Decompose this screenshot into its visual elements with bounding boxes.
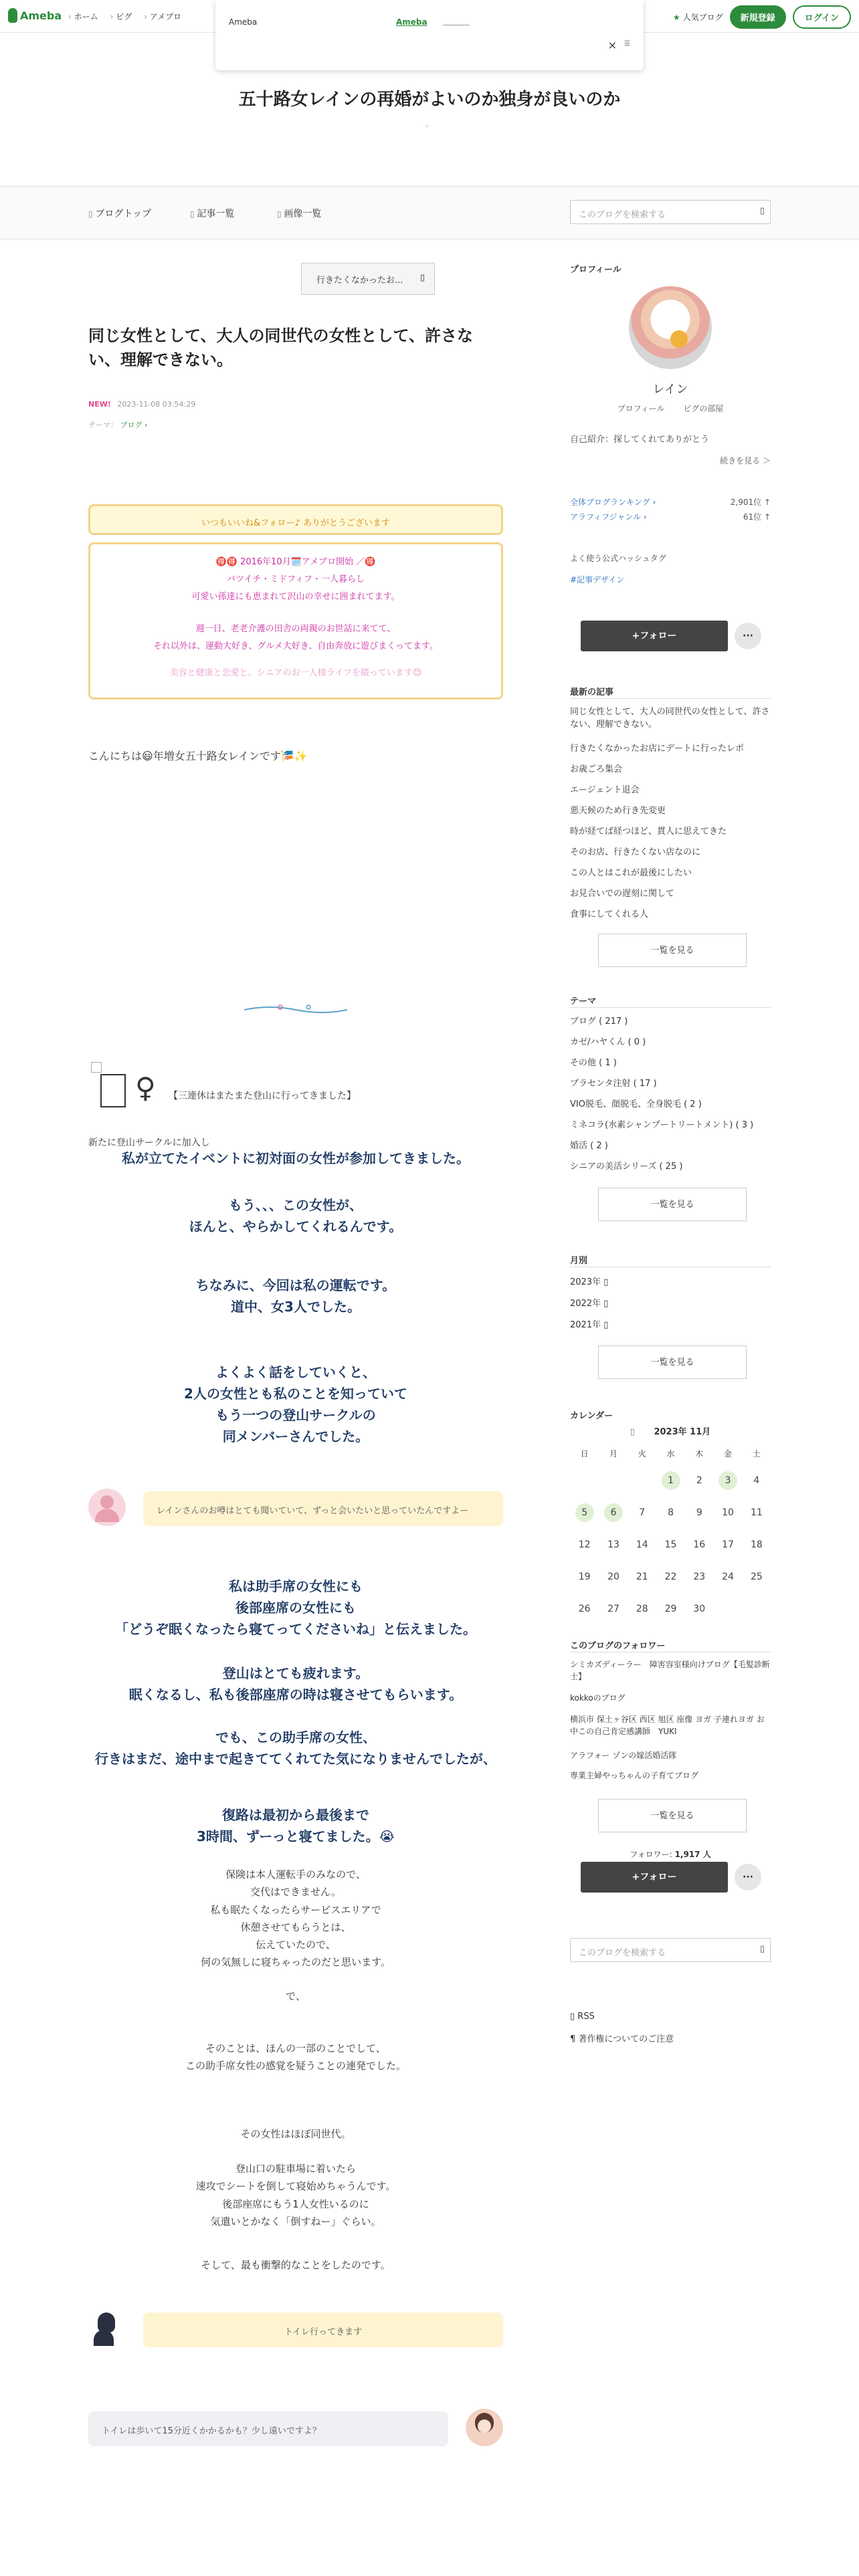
theme-link[interactable]: VIO脱毛、顔脱毛、全身脱毛 ( 2 ): [570, 1099, 702, 1109]
calendar-day[interactable]: [685, 1561, 713, 1593]
chat-bubble-row: [88, 2409, 503, 2449]
article-date: 2023-11-08 03:54:29: [117, 400, 196, 409]
weekday: 日: [580, 1448, 589, 1459]
popup-title: Ameba: [229, 17, 258, 27]
year-link[interactable]: 2021年 ▯: [570, 1320, 609, 1330]
article-meta: [88, 400, 195, 409]
year-label: 2022年: [570, 1299, 601, 1309]
theme-link[interactable]: プラセンタ注射 ( 17 ): [570, 1079, 657, 1089]
intro-line: 新たに登山サークルに加入し: [88, 1138, 210, 1148]
paragraph: で、: [286, 1990, 306, 2002]
search-placeholder: このブログを検索する: [579, 1948, 666, 1958]
follower-link[interactable]: アラフォー ゾンの嫁活婚活隊: [570, 1751, 677, 1760]
notice-line: 美容と健康と恋愛と、シニアのお一人様ライフを綴っています😊: [169, 668, 422, 678]
profile-avatar[interactable]: [629, 286, 712, 369]
calendar-day[interactable]: [685, 1497, 713, 1529]
menu-icon[interactable]: ☰: [624, 40, 630, 47]
calendar-day-number: 1: [662, 1471, 680, 1490]
nav-article-list[interactable]: ▯ 記事一覧: [190, 207, 234, 220]
calendar-day[interactable]: [656, 1465, 685, 1497]
ranking-all-link[interactable]: 全体ブログランキング ›: [570, 498, 656, 507]
calendar-day-number: 17: [722, 1539, 734, 1550]
rss-label: RSS: [577, 2012, 595, 2022]
prev-article-label: 行きたくなかったお...: [316, 276, 403, 286]
popup-link[interactable]: Ameba: [396, 17, 427, 27]
year-label: 2021年: [570, 1320, 601, 1330]
calendar-day[interactable]: [628, 1529, 656, 1561]
ad-popup: [215, 0, 644, 70]
copyright-label: 著作権についてのご注意: [578, 2034, 674, 2044]
recent-article-link[interactable]: そのお店、行きたくない店なのに: [570, 847, 701, 857]
calendar-week: [570, 1465, 771, 1497]
recent-article-link[interactable]: 同じ女性として、大人の同世代の女性として、許さない、理解できない。: [570, 707, 770, 730]
popular-blog-link[interactable]: [673, 11, 723, 23]
calendar-day-number: 16: [693, 1539, 706, 1550]
calendar-day[interactable]: [713, 1497, 742, 1529]
ameba-logo-icon: [8, 8, 17, 23]
calendar-day-number: 23: [693, 1572, 706, 1582]
nav-blog-top[interactable]: ▯ ブログトップ: [88, 207, 151, 220]
ranking-genre-value: 61位 ↑: [743, 512, 771, 522]
notice-line: 可愛い孫達にも恵まれて沢山の幸せに囲まれてます。: [191, 592, 400, 602]
new-badge: NEW!: [88, 400, 111, 409]
ranking-genre-link[interactable]: アラフィフジャンル ›: [570, 512, 647, 522]
ranking-genre-label: アラフィフジャンル: [570, 512, 642, 522]
calendar-day[interactable]: [570, 1593, 599, 1625]
divider: [570, 698, 771, 699]
blog-subtitle: 。: [425, 119, 434, 128]
theme-link[interactable]: ブログ ( 217 ): [570, 1016, 628, 1027]
follower-link[interactable]: 横浜市 保土ヶ谷区 西区 旭区 座像 ヨガ 子連れヨガ お中この自己肯定感講師 YUKI: [570, 1715, 765, 1736]
recent-view-all-button[interactable]: 一覧を見る: [598, 934, 747, 967]
profile-links: [570, 403, 771, 414]
calendar-day[interactable]: [599, 1561, 628, 1593]
hashtag-heading: よく使う公式ハッシュタグ: [570, 554, 666, 563]
calendar-day-number: 5: [575, 1503, 594, 1522]
calendar-day[interactable]: [685, 1465, 713, 1497]
calendar-day-number: 28: [636, 1604, 648, 1614]
calendar-day[interactable]: [743, 1561, 771, 1593]
calendar-week: [570, 1561, 771, 1593]
paragraph: その女性はほぼ同世代。: [240, 2128, 351, 2140]
year-label: 2023年: [570, 1277, 601, 1287]
calendar-week: [570, 1529, 771, 1561]
calendar-day[interactable]: [656, 1497, 685, 1529]
blog-search-input[interactable]: [570, 200, 771, 224]
close-icon[interactable]: ×: [607, 39, 617, 51]
calendar-day-number: 19: [578, 1572, 591, 1582]
weekday: 金: [724, 1448, 733, 1459]
calendar-day[interactable]: [713, 1529, 742, 1561]
calendar-day-number: 29: [664, 1604, 677, 1614]
paragraph: でも、この助手席の女性、 行きはまだ、途中まで起きててくれてた気になりませんでしたが、: [95, 1729, 496, 1767]
calendar-body: [570, 1465, 771, 1625]
chat-bubble-row: [88, 2310, 503, 2350]
calendar-day[interactable]: [743, 1529, 771, 1561]
search-placeholder: このブログを検索する: [579, 210, 666, 220]
paragraph: 復路は最初から最後まで 3時間、ずーっと寝てました。😭: [197, 1807, 395, 1844]
theme-link[interactable]: ミネコラ(水素シャンプートリートメント) ( 3 ): [570, 1120, 754, 1130]
ranking-genre-value-text: 61位: [743, 512, 762, 522]
calendar-day-number: 20: [607, 1572, 619, 1582]
calendar-day-number: 4: [753, 1475, 760, 1486]
calendar-week: [570, 1497, 771, 1529]
calendar-day[interactable]: [743, 1497, 771, 1529]
copyright-icon: ¶: [570, 2034, 576, 2044]
calendar-week: [570, 1593, 771, 1625]
calendar-day: [628, 1465, 656, 1497]
ranking-all-value-text: 2,901位: [730, 498, 762, 507]
theme-link[interactable]: カゼ/ハヤくん ( 0 ): [570, 1037, 646, 1047]
follower-count-label: フォロワー:: [630, 1850, 672, 1859]
paragraph: そのことは、ほんの一部のことでして、 この助手席女性の感覚を疑うことの連発でした。: [185, 2042, 406, 2072]
calendar-heading: カレンダー: [570, 1411, 613, 1421]
recent-article-link[interactable]: お見合いでの遅刻に関して: [570, 889, 675, 899]
calendar-day[interactable]: [570, 1529, 599, 1561]
blog-title[interactable]: 五十路女レインの再婚がよいのか独身が良いのか: [238, 90, 621, 110]
followers-view-all-button[interactable]: 一覧を見る: [598, 1799, 747, 1832]
speech-bubble: トイレは歩いて15分近くかかるかも？少し遠いですよ？: [88, 2411, 448, 2446]
calendar-day-number: 14: [636, 1539, 648, 1550]
paragraph: 登山口の駐車場に着いたら 速攻でシートを倒して寝始めちゃうんです。 後部座席にもう1人女性いるのに 気遣いとかなく「倒すねー」ぐらい。: [195, 2163, 396, 2228]
top-right-actions: [673, 5, 851, 29]
ameba-logo[interactable]: [8, 8, 62, 23]
theme-link[interactable]: その他 ( 1 ): [570, 1058, 617, 1068]
theme-link[interactable]: 婚活 ( 2 ): [570, 1141, 608, 1151]
calendar-day-number: 2: [696, 1475, 702, 1486]
calendar-day[interactable]: [599, 1497, 628, 1529]
image-caption: 【三連休はまたまた登山に行ってきました】: [169, 1091, 356, 1101]
calendar-day-number: 30: [693, 1604, 706, 1614]
paragraph: 私が立てたイベントに初対面の女性が参加してきました。: [122, 1150, 470, 1166]
recent-article-link[interactable]: お歳ごろ集会: [570, 764, 623, 774]
paragraph: そして、最も衝撃的なことをしたのです。: [201, 2259, 391, 2271]
more-button[interactable]: ···: [735, 623, 761, 649]
logo-text: Ameba: [20, 9, 62, 22]
calendar-day: [570, 1465, 599, 1497]
weekday: 木: [695, 1448, 704, 1459]
follower-count: [570, 1848, 771, 1860]
theme-view-all-button[interactable]: 一覧を見る: [598, 1188, 747, 1221]
calendar-day-number: 21: [636, 1572, 648, 1582]
follow-button-bottom[interactable]: +フォロー: [581, 1862, 728, 1893]
theme-heading: テーマ: [570, 996, 597, 1006]
follower-link[interactable]: kokkoのブログ: [570, 1693, 626, 1703]
calendar-day-number: 3: [719, 1471, 737, 1490]
calendar-day-number: 24: [722, 1572, 734, 1582]
read-more-link[interactable]: 続きを見る ＞: [720, 456, 771, 465]
profile-link[interactable]: プロフィール: [617, 404, 665, 413]
recent-article-link[interactable]: 行きたくなかったお店にデートに行ったレポ: [570, 744, 745, 754]
calendar-day-number: 26: [578, 1604, 591, 1614]
recent-heading: 最新の記事: [570, 687, 614, 697]
broken-image-icon: ♀: [88, 1062, 162, 1109]
calendar-day-number: 12: [578, 1539, 591, 1550]
recent-article-link[interactable]: 時が経てば経つほど、貫人に思えてきた: [570, 827, 727, 837]
calendar-day[interactable]: [713, 1465, 742, 1497]
calendar-day-number: 10: [722, 1507, 734, 1518]
year-link[interactable]: 2023年 ▯: [570, 1277, 609, 1287]
hashtag-link[interactable]: #記事デザイン: [570, 575, 625, 584]
nav-ameblo[interactable]: › アメブロ: [144, 11, 181, 22]
calendar-day-number: 15: [664, 1539, 677, 1550]
calendar-day[interactable]: [656, 1529, 685, 1561]
speech-bubble: レインさんのお噂はとても聞いていて、ずっと会いたいと思っていたんですよー: [143, 1491, 503, 1526]
copyright-link[interactable]: [570, 2032, 674, 2044]
calendar-day-number: 22: [664, 1572, 677, 1582]
pig-room-link[interactable]: ピグの部屋: [683, 404, 724, 413]
chat-bubble-row: [88, 1489, 503, 1529]
notice-line: バツイチ・ミドフィフ・一人暮らし: [227, 574, 365, 584]
calendar-day-number: 9: [696, 1507, 702, 1518]
weekday: 火: [638, 1448, 646, 1459]
self-intro: 自己紹介：探してくれてありがとう: [570, 435, 710, 445]
profile-notice-box: [88, 542, 503, 700]
calendar-day-number: 27: [607, 1604, 619, 1614]
avatar: [466, 2409, 503, 2446]
calendar-day-number: 25: [750, 1572, 763, 1582]
calendar-day-number: 18: [750, 1539, 763, 1550]
calendar-day: [713, 1593, 742, 1625]
follower-link[interactable]: 専業主婦やっちゃんの子育てブログ: [570, 1771, 699, 1780]
calendar-day[interactable]: [628, 1561, 656, 1593]
calendar-day[interactable]: [713, 1561, 742, 1593]
calendar-day-number: 11: [750, 1507, 763, 1518]
paragraph: 私は助手席の女性にも 後部座席の女性にも 「どうぞ眠くなったら寝てってくださいね」と伝えました。: [115, 1578, 476, 1637]
monthly-view-all-button[interactable]: 一覧を見る: [598, 1346, 747, 1379]
weekday: 土: [752, 1448, 761, 1459]
arrow-icon: ▯: [419, 273, 425, 283]
paragraph: 登山はとても疲れます。 眠くなるし、私も後部座席の時は寝させてもらいます。: [128, 1665, 463, 1703]
search-icon[interactable]: ▯: [759, 206, 765, 216]
prev-month-icon[interactable]: ▯: [630, 1427, 635, 1437]
search-icon[interactable]: ▯: [759, 1944, 765, 1954]
calendar-day[interactable]: [570, 1497, 599, 1529]
recent-article-link[interactable]: エージェント退会: [570, 785, 640, 795]
popular-blog-label: 人気ブログ: [682, 13, 723, 22]
avatar: [88, 1489, 126, 1526]
paragraph: 保険は本人運転手のみなので、 交代はできません。 私も眠たくなったらサービスエリアで 休憩させてもらうとは、 伝えていたので、 何の気無しに寝ちゃったのだと思います。: [201, 1868, 391, 1969]
profile-name: レイン: [652, 383, 688, 397]
sidebar-search-input[interactable]: [570, 1938, 771, 1962]
top-nav: [68, 11, 181, 22]
weekday: 水: [666, 1448, 675, 1459]
article-title[interactable]: 同じ女性として、大人の同世代の女性として、許さない、理解できない。: [88, 326, 474, 369]
recent-article-link[interactable]: 食事にしてくれる人: [570, 909, 649, 920]
calendar-day[interactable]: [743, 1465, 771, 1497]
calendar-month: 2023年 11月: [654, 1427, 711, 1437]
calendar-day[interactable]: [656, 1561, 685, 1593]
calendar-day-number: 8: [668, 1507, 674, 1518]
calendar-day[interactable]: [685, 1529, 713, 1561]
recent-article-link[interactable]: 悪天候のため行き先変更: [570, 806, 666, 816]
calendar-day: [599, 1465, 628, 1497]
calendar-day-number: 7: [639, 1507, 646, 1518]
calendar-day[interactable]: [656, 1593, 685, 1625]
calendar-day-number: 13: [607, 1539, 619, 1550]
more-button-bottom[interactable]: ···: [735, 1864, 761, 1891]
notice-line: 週一日、老老介護の田舎の両親のお世話に来てて、: [195, 624, 396, 634]
calendar-day[interactable]: [570, 1561, 599, 1593]
calendar-day[interactable]: [685, 1593, 713, 1625]
notice-line: それ以外は、運動大好き、グルメ大好き、自由奔放に遊びまくってます。: [153, 641, 438, 651]
calendar-day: [743, 1593, 771, 1625]
year-link[interactable]: 2022年 ▯: [570, 1299, 609, 1309]
paragraph: ちなみに、今回は私の運転です。 道中、女3人でした。: [195, 1277, 396, 1315]
speech-bubble: トイレ行ってきます: [143, 2313, 503, 2347]
divider-ornament: [243, 1002, 349, 1015]
follower-link[interactable]: シミカズディーラー 障害容室様向けブログ【毛髪診断士】: [570, 1660, 770, 1681]
follow-button[interactable]: +フォロー: [581, 621, 728, 651]
followers-heading: このブログのフォロワー: [570, 1641, 666, 1651]
monthly-heading: 月別: [570, 1256, 588, 1266]
calendar-day[interactable]: [599, 1529, 628, 1561]
calendar-day[interactable]: [628, 1593, 656, 1625]
blog-navbar: [0, 186, 859, 239]
nav-home[interactable]: › ホーム: [68, 11, 98, 22]
calendar-day[interactable]: [599, 1593, 628, 1625]
thanks-banner: いつもいいね&フォロー♪ ありがとうございます: [88, 504, 503, 535]
avatar: [88, 2310, 126, 2347]
theme-link[interactable]: ブログ: [120, 421, 142, 429]
calendar-day[interactable]: [628, 1497, 656, 1529]
follower-count-value: 1,917 人: [674, 1850, 711, 1859]
calendar-day-number: 6: [604, 1503, 623, 1522]
star-icon: ★: [672, 12, 680, 22]
ranking-all-value: 2,901位 ↑: [730, 498, 771, 507]
calendar-header: [570, 1424, 771, 1437]
weekday: 月: [609, 1448, 617, 1459]
profile-heading: プロフィール: [570, 265, 622, 275]
rss-icon: ▯: [570, 2012, 575, 2022]
greeting-text: こんにちは😃年増女五十路女レインです🎏✨: [88, 750, 308, 762]
calendar-table: [570, 1442, 771, 1625]
nav-pig[interactable]: › ピグ: [110, 11, 132, 22]
recent-article-link[interactable]: この人とはこれが最後にしたい: [570, 868, 692, 878]
article-theme: テーマ： ブログ ›: [88, 421, 148, 429]
ranking-all-label: 全体ブログランキング: [570, 498, 650, 507]
divider: [570, 1007, 771, 1008]
theme-label: テーマ：: [88, 421, 118, 429]
nav-image-list[interactable]: ▯ 画像一覧: [277, 207, 321, 220]
register-button[interactable]: 新規登録: [730, 5, 786, 29]
rss-link[interactable]: [570, 2012, 595, 2022]
notice-line: 🉐🉐 2016年10月🗓️アメブロ開始 ／🉐: [215, 557, 376, 567]
paragraph: よくよく話をしていくと、 2人の女性とも私のことを知っていて もう一つの登山サークルの 同メンバーさんでした。: [184, 1364, 407, 1444]
theme-link[interactable]: シニアの美活シリーズ ( 25 ): [570, 1162, 683, 1172]
login-button[interactable]: ログイン: [793, 5, 851, 29]
prev-article-link[interactable]: [301, 263, 435, 295]
paragraph: もう、、、この女性が、 ほんと、やらかしてくれるんです。: [189, 1197, 403, 1235]
